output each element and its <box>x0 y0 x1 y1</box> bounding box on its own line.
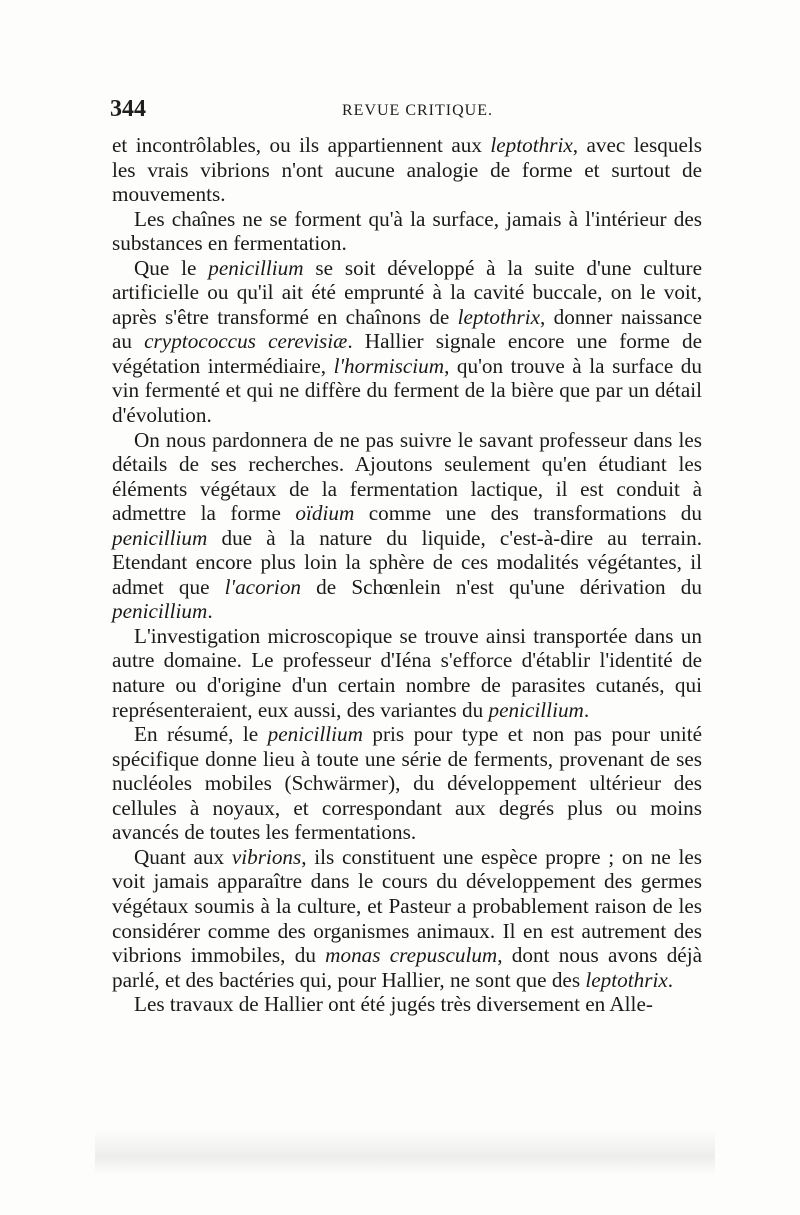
paragraph <box>112 428 702 624</box>
paragraph <box>112 722 702 845</box>
paragraph <box>112 624 702 722</box>
text-run: En résumé, le <box>134 722 268 747</box>
text-run: comme une des transformations du <box>354 501 702 526</box>
italic-term: monas crepusculum <box>325 943 498 968</box>
text-run: , donner naissance au <box>112 304 702 354</box>
paragraph <box>112 256 702 428</box>
text-run: pris pour type et non pas pour unité spécifique donne lieu à toute une série de ferments, provenant de ses nucléoles mobiles (Schwärmer), du développement ultérieur des cellules à noyaux, et correspondant aux degrés plus ou moins avancés de toutes les fermentations. <box>112 722 702 845</box>
text-run: L'investigation microscopique se trouve ainsi transportée dans un autre domaine. Le professeur d'Iéna s'efforce d'établir l'identité de nature ou d'origine d'un certain nombre de parasites cutanés, qui représenteraient, eux aussi, des variantes du <box>112 623 702 722</box>
italic-term: leptothrix <box>585 967 668 992</box>
paragraph <box>112 207 702 256</box>
page-header <box>110 96 705 126</box>
running-head: REVUE CRITIQUE. <box>342 102 493 119</box>
italic-term: leptothrix <box>490 133 573 157</box>
text-run: due à la nature du liquide, c'est-à-dire au terrain. Etendant encore plus loin la sphère de ces modalités végétantes, il admet que <box>112 525 702 599</box>
text-run: se soit développé à la suite d'une culture artificielle ou qu'il ait été emprunté à la cavité buccale, on le voit, après s'être transformé en chaînons de <box>112 255 702 329</box>
italic-term: penicillium <box>208 255 304 280</box>
body-text <box>112 133 702 1017</box>
italic-term: penicillium <box>112 599 208 624</box>
scan-shadow <box>95 1130 715 1175</box>
italic-term: leptothrix <box>457 304 541 329</box>
text-run: de Schœnlein n'est qu'une dérivation du <box>301 574 702 599</box>
italic-term: oïdium <box>295 501 355 526</box>
italic-term: penicillium <box>267 722 363 747</box>
page-number: 344 <box>110 96 146 122</box>
italic-term: penicillium <box>488 697 584 722</box>
paragraph <box>112 992 702 1017</box>
text-run: , ils constituent une espèce propre ; on ne les voit jamais apparaître dans le cours du développement des germes végétaux soumis à la culture, et Pasteur a probablement raison de les considérer comme des organismes animaux. Il en est autrement des vibrions immobiles, du <box>112 844 702 968</box>
text-run: et incontrôlables, ou ils appartiennent aux <box>112 133 491 157</box>
text-run: Les travaux de Hallier ont été jugés très diversement en Alle- <box>134 992 653 1017</box>
italic-term: cryptococcus cerevisiæ <box>144 329 348 354</box>
italic-term: l'hormiscium <box>333 353 445 378</box>
text-run: . <box>583 697 590 722</box>
italic-term: penicillium <box>112 525 208 550</box>
text-run: , avec lesquels les vrais vibrions n'ont aucune analogie de forme et surtout de mouvements. <box>112 133 702 207</box>
text-run: , qu'on trouve à la surface du vin fermenté et qui ne diffère du ferment de la bière que par un détail d'évolution. <box>112 353 702 428</box>
text-run: Les chaînes ne se forment qu'à la surface, jamais à l'intérieur des substances en fermentation. <box>112 206 702 256</box>
italic-term: vibrions <box>231 844 302 869</box>
text-run: . Hallier signale encore une forme de végétation intermédiaire, <box>112 329 702 378</box>
text-run: . <box>207 599 213 624</box>
paragraph <box>112 133 702 207</box>
text-run: On nous pardonnera de ne pas suivre le savant professeur dans les détails de ses recherches. Ajoutons seulement qu'en étudiant les éléments végétaux de la fermentation lactique, il est conduit à admettre la forme <box>112 427 702 526</box>
text-run: Quant aux <box>134 844 232 869</box>
italic-term: l'acorion <box>224 574 302 599</box>
text-run: Que le <box>134 255 209 280</box>
paragraph <box>112 845 702 992</box>
text-run: , dont nous avons déjà parlé, et des bactéries qui, pour Hallier, ne sont que des <box>112 943 702 992</box>
text-run: . <box>667 967 674 992</box>
